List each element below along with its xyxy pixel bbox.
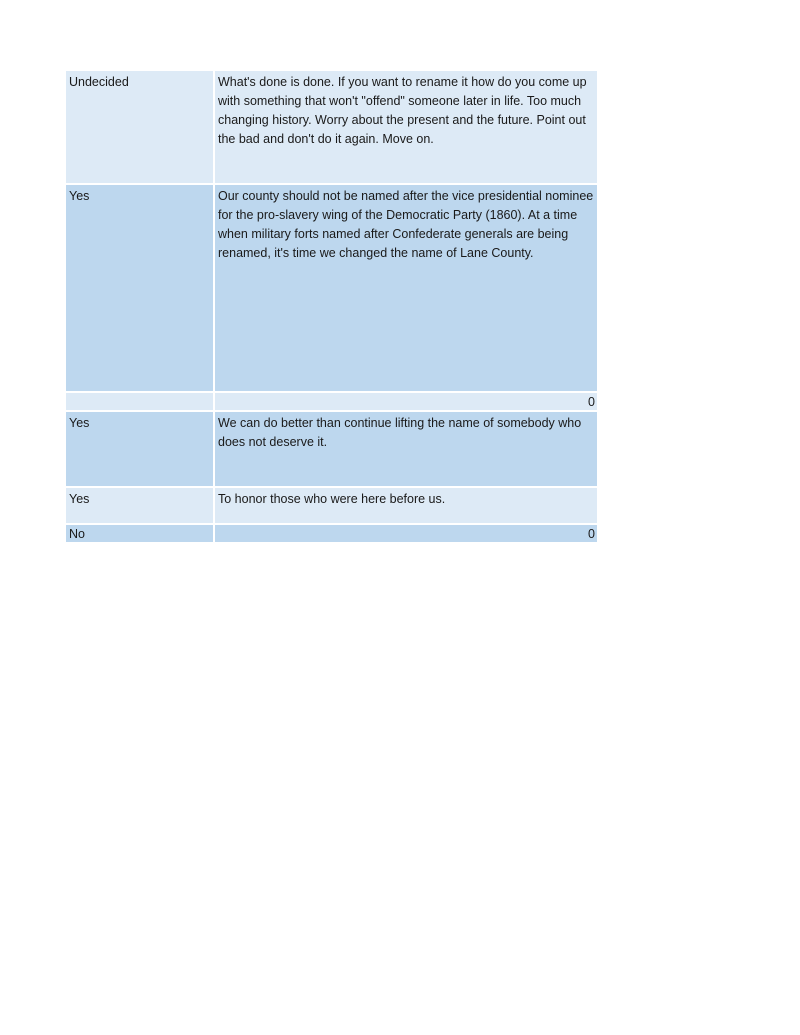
table-row [66, 488, 597, 523]
table-row [66, 185, 597, 391]
comment-cell: To honor those who were here before us. [215, 488, 597, 523]
survey-responses-table [66, 71, 597, 544]
comment-cell: Our county should not be named after the vice presidential nominee for the pro-slavery wing of the Democratic Party (1860). At a time when military forts named after Confederate generals are being renamed, it's time we changed the name of Lane County. [215, 185, 597, 391]
comment-cell: 0 [215, 525, 597, 542]
table-row [66, 71, 597, 183]
comment-cell: What's done is done. If you want to rename it how do you come up with something that won't "offend" someone later in life. Too much changing history. Worry about the present and the future. Point out the bad and don't do it again. Move on. [215, 71, 597, 183]
table-row [66, 525, 597, 542]
answer-cell: Yes [66, 488, 213, 523]
comment-cell: We can do better than continue lifting the name of somebody who does not deserve it. [215, 412, 597, 486]
answer-cell: Yes [66, 412, 213, 486]
answer-cell: Yes [66, 185, 213, 391]
table-row [66, 393, 597, 410]
comment-cell: 0 [215, 393, 597, 410]
table-row [66, 412, 597, 486]
answer-cell: Undecided [66, 71, 213, 183]
answer-cell [66, 393, 213, 410]
answer-cell: No [66, 525, 213, 542]
